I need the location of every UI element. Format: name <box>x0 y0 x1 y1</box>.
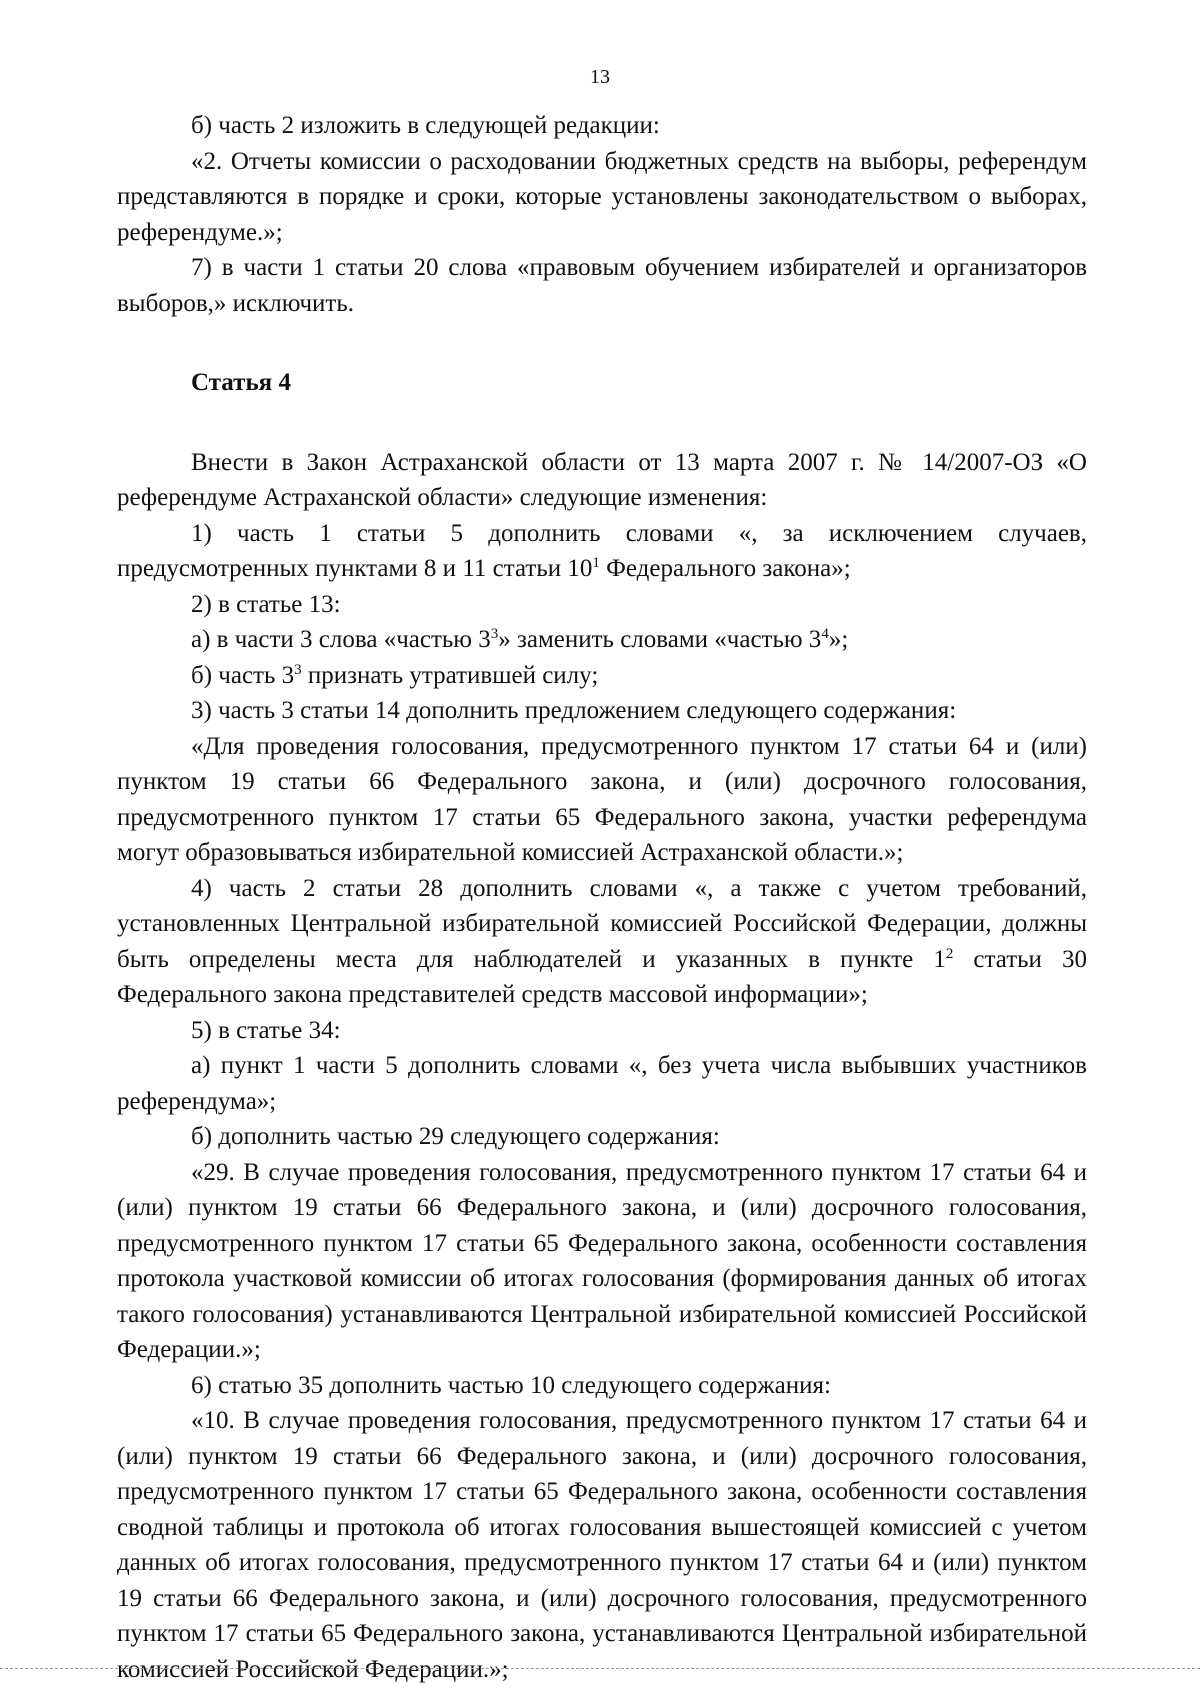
superscript: 3 <box>490 626 499 642</box>
text-run: б) часть 3 <box>191 661 295 689</box>
superscript: 3 <box>294 661 302 678</box>
text-run: 5) в статье 34: <box>191 1016 341 1044</box>
text-run: 6) статью 35 дополнить частью 10 следующего содержания: <box>191 1371 831 1399</box>
paragraph <box>117 516 1087 587</box>
text-run: «10. В случае проведения голосования, предусмотренного пунктом 17 статьи 64 и (или) пунктом 19 статьи 66 Федерального закона, и (или) досрочного голосования, предусмотренного пунктом 17 статьи 65 Федерального закона, особенности составления сводной таблицы и протокола об итогах голосования вышестоящей комиссией с учетом данных об итогах голосования, предусмотренного пунктом 17 статьи 64 и (или) пунктом 19 статьи 66 Федерального закона, и (или) досрочного голосования, предусмотренного пунктом 17 статьи 65 Федерального закона, устанавливаются Центральной избирательной комиссией Российской Федерации.»; <box>117 1407 1087 1683</box>
paragraph <box>117 108 1087 144</box>
text-run: 1) часть 1 статьи 5 дополнить словами «, за исключением случаев, предусмотренных пунктами 8 и 11 статьи 10 <box>117 519 1087 582</box>
article-heading <box>117 365 1087 401</box>
paragraph <box>117 693 1087 729</box>
text-run: а) в части 3 слова «частью 3 <box>191 626 491 653</box>
text-run: «Для проведения голосования, предусмотренного пунктом 17 статьи 64 и (или) пунктом 19 статьи 66 Федерального закона, и (или) досрочного голосования, предусмотренного пунктом 17 статьи 65 Федерального закона, участки референдума могут образовываться избирательной комиссией Астраханской области.»; <box>117 732 1087 866</box>
page-bottom-rule <box>0 1668 1200 1669</box>
text-run: » заменить словами «частью 3 <box>498 626 822 653</box>
text-run: б) часть 2 изложить в следующей редакции: <box>191 112 660 139</box>
paragraph <box>117 587 1087 623</box>
text-run: а) пункт 1 части 5 дополнить словами «, без учета числа выбывших участников референдума»; <box>117 1052 1087 1115</box>
text-run: «29. В случае проведения голосования, предусмотренного пунктом 17 статьи 64 и (или) пунктом 19 статьи 66 Федерального закона, и (или) досрочного голосования, предусмотренного пунктом 17 статьи 65 Федерального закона, особенности составления протокола участковой комиссии об итогах голосования (формирования данных об итогах такого голосования) устанавливаются Центральной избирательной комиссией Российской Федерации.»; <box>117 1158 1087 1363</box>
page-number: 13 <box>590 66 610 88</box>
paragraph <box>117 1155 1087 1368</box>
superscript: 4 <box>821 626 829 642</box>
paragraph <box>117 729 1087 871</box>
paragraph <box>117 250 1087 321</box>
text-run: 3) часть 3 статьи 14 дополнить предложением следующего содержания: <box>191 697 957 724</box>
text-run: «2. Отчеты комиссии о расходовании бюджетных средств на выборы, референдум представляются в порядке и сроки, которые установлены законодательством о выборах, референдуме.»; <box>117 147 1087 246</box>
text-run: Внести в Закон Астраханской области от 13 марта 2007 г. № 14/2007-ОЗ «О референдуме Астраханской области» следующие изменения: <box>117 448 1087 511</box>
superscript: 1 <box>592 555 600 571</box>
paragraph <box>117 1048 1087 1119</box>
paragraph <box>117 1013 1087 1049</box>
superscript: 2 <box>945 945 954 962</box>
text-run: 2) в статье 13: <box>191 590 341 618</box>
paragraph <box>117 1368 1087 1404</box>
text-run: 7) в части 1 статьи 20 слова «правовым обучением избирателей и организаторов выборов,» исключить. <box>117 254 1087 317</box>
paragraph <box>117 1403 1087 1687</box>
text-run: 4) часть 2 статьи 28 дополнить словами «, а также с учетом требований, установленных Центральной избирательной комиссией Российской Федерации, должны быть определены места для наблюдателей и указанных в пункте 1 <box>117 874 1087 973</box>
text-run: Федерального закона»; <box>599 555 851 582</box>
paragraph <box>117 1119 1087 1155</box>
text-run: статьи 30 Федерального закона представителей средств массовой информации»; <box>117 945 1087 1008</box>
text-run: б) дополнить частью 29 следующего содержания: <box>191 1123 720 1150</box>
paragraph <box>117 144 1087 251</box>
paragraph <box>117 871 1087 1013</box>
text-run: Статья 4 <box>191 369 291 396</box>
document-body <box>117 108 1087 1687</box>
paragraph <box>117 658 1087 694</box>
paragraph <box>117 445 1087 516</box>
text-run: »; <box>828 626 849 653</box>
text-run: признать утратившей силу; <box>301 661 599 689</box>
paragraph <box>117 622 1087 658</box>
